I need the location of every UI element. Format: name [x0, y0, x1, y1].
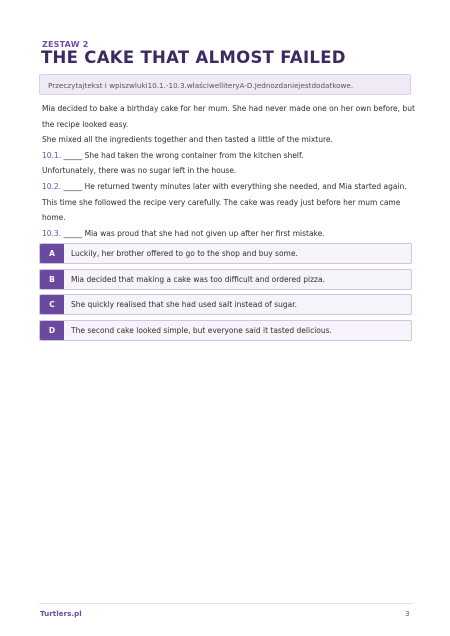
- gap-number: 10.1.: [42, 150, 62, 160]
- story-text: [42, 101, 414, 241]
- option-letter-badge: B: [40, 270, 64, 289]
- story-line: Mia decided to bake a birthday cake for her mum. She had never made one on her own before, but: [42, 104, 415, 113]
- gap-number: 10.3.: [42, 228, 62, 238]
- option-text: Mia decided that making a cake was too difficult and ordered pizza.: [71, 274, 325, 284]
- story-line: This time she followed the recipe very carefully. The cake was ready just before her mum came: [42, 197, 401, 207]
- gap-sentence: _____ She had taken the wrong container from the kitchen shelf.: [61, 150, 304, 160]
- set-label: ZESTAW 2: [42, 40, 89, 49]
- gap-sentence: _____ Mia was proud that she had not given up after her first mistake.: [61, 228, 325, 238]
- option-letter-badge: C: [40, 295, 64, 314]
- gap-line-10-2: [42, 179, 414, 195]
- footer-brand[interactable]: Turtlers.pl: [40, 609, 82, 618]
- option-text: The second cake looked simple, but everyone said it tasted delicious.: [71, 326, 332, 336]
- option-text: Luckily, her brother offered to go to the shop and buy some.: [71, 249, 298, 258]
- story-line: the recipe looked easy.: [42, 119, 129, 129]
- page-number: 3: [405, 609, 410, 618]
- option-d[interactable]: [39, 320, 412, 341]
- instruction-box: Przeczytajtekst i wpiszwluki10.1.-10.3.właściwelliteryA-D.Jednozdaniejestdodatkowe.: [39, 74, 411, 95]
- story-line: She mixed all the ingredients together and then tasted a little of the mixture.: [42, 135, 333, 145]
- gap-line-10-1: [42, 148, 414, 164]
- option-c[interactable]: [39, 294, 412, 315]
- page-title: THE CAKE THAT ALMOST FAILED: [41, 48, 346, 67]
- story-line: home.: [42, 213, 66, 223]
- gap-sentence: _____ He returned twenty minutes later with everything she needed, and Mia started again.: [61, 181, 407, 191]
- answer-options: [39, 243, 412, 346]
- option-letter-badge: A: [40, 244, 64, 263]
- footer-divider: [39, 603, 412, 604]
- option-b[interactable]: [39, 269, 412, 290]
- story-line: Unfortunately, there was no sugar left in the house.: [42, 166, 237, 176]
- gap-line-10-3: [42, 226, 414, 242]
- option-letter-badge: D: [40, 321, 64, 340]
- gap-number: 10.2.: [42, 181, 62, 191]
- option-a[interactable]: [39, 243, 412, 264]
- option-text: She quickly realised that she had used salt instead of sugar.: [71, 300, 297, 310]
